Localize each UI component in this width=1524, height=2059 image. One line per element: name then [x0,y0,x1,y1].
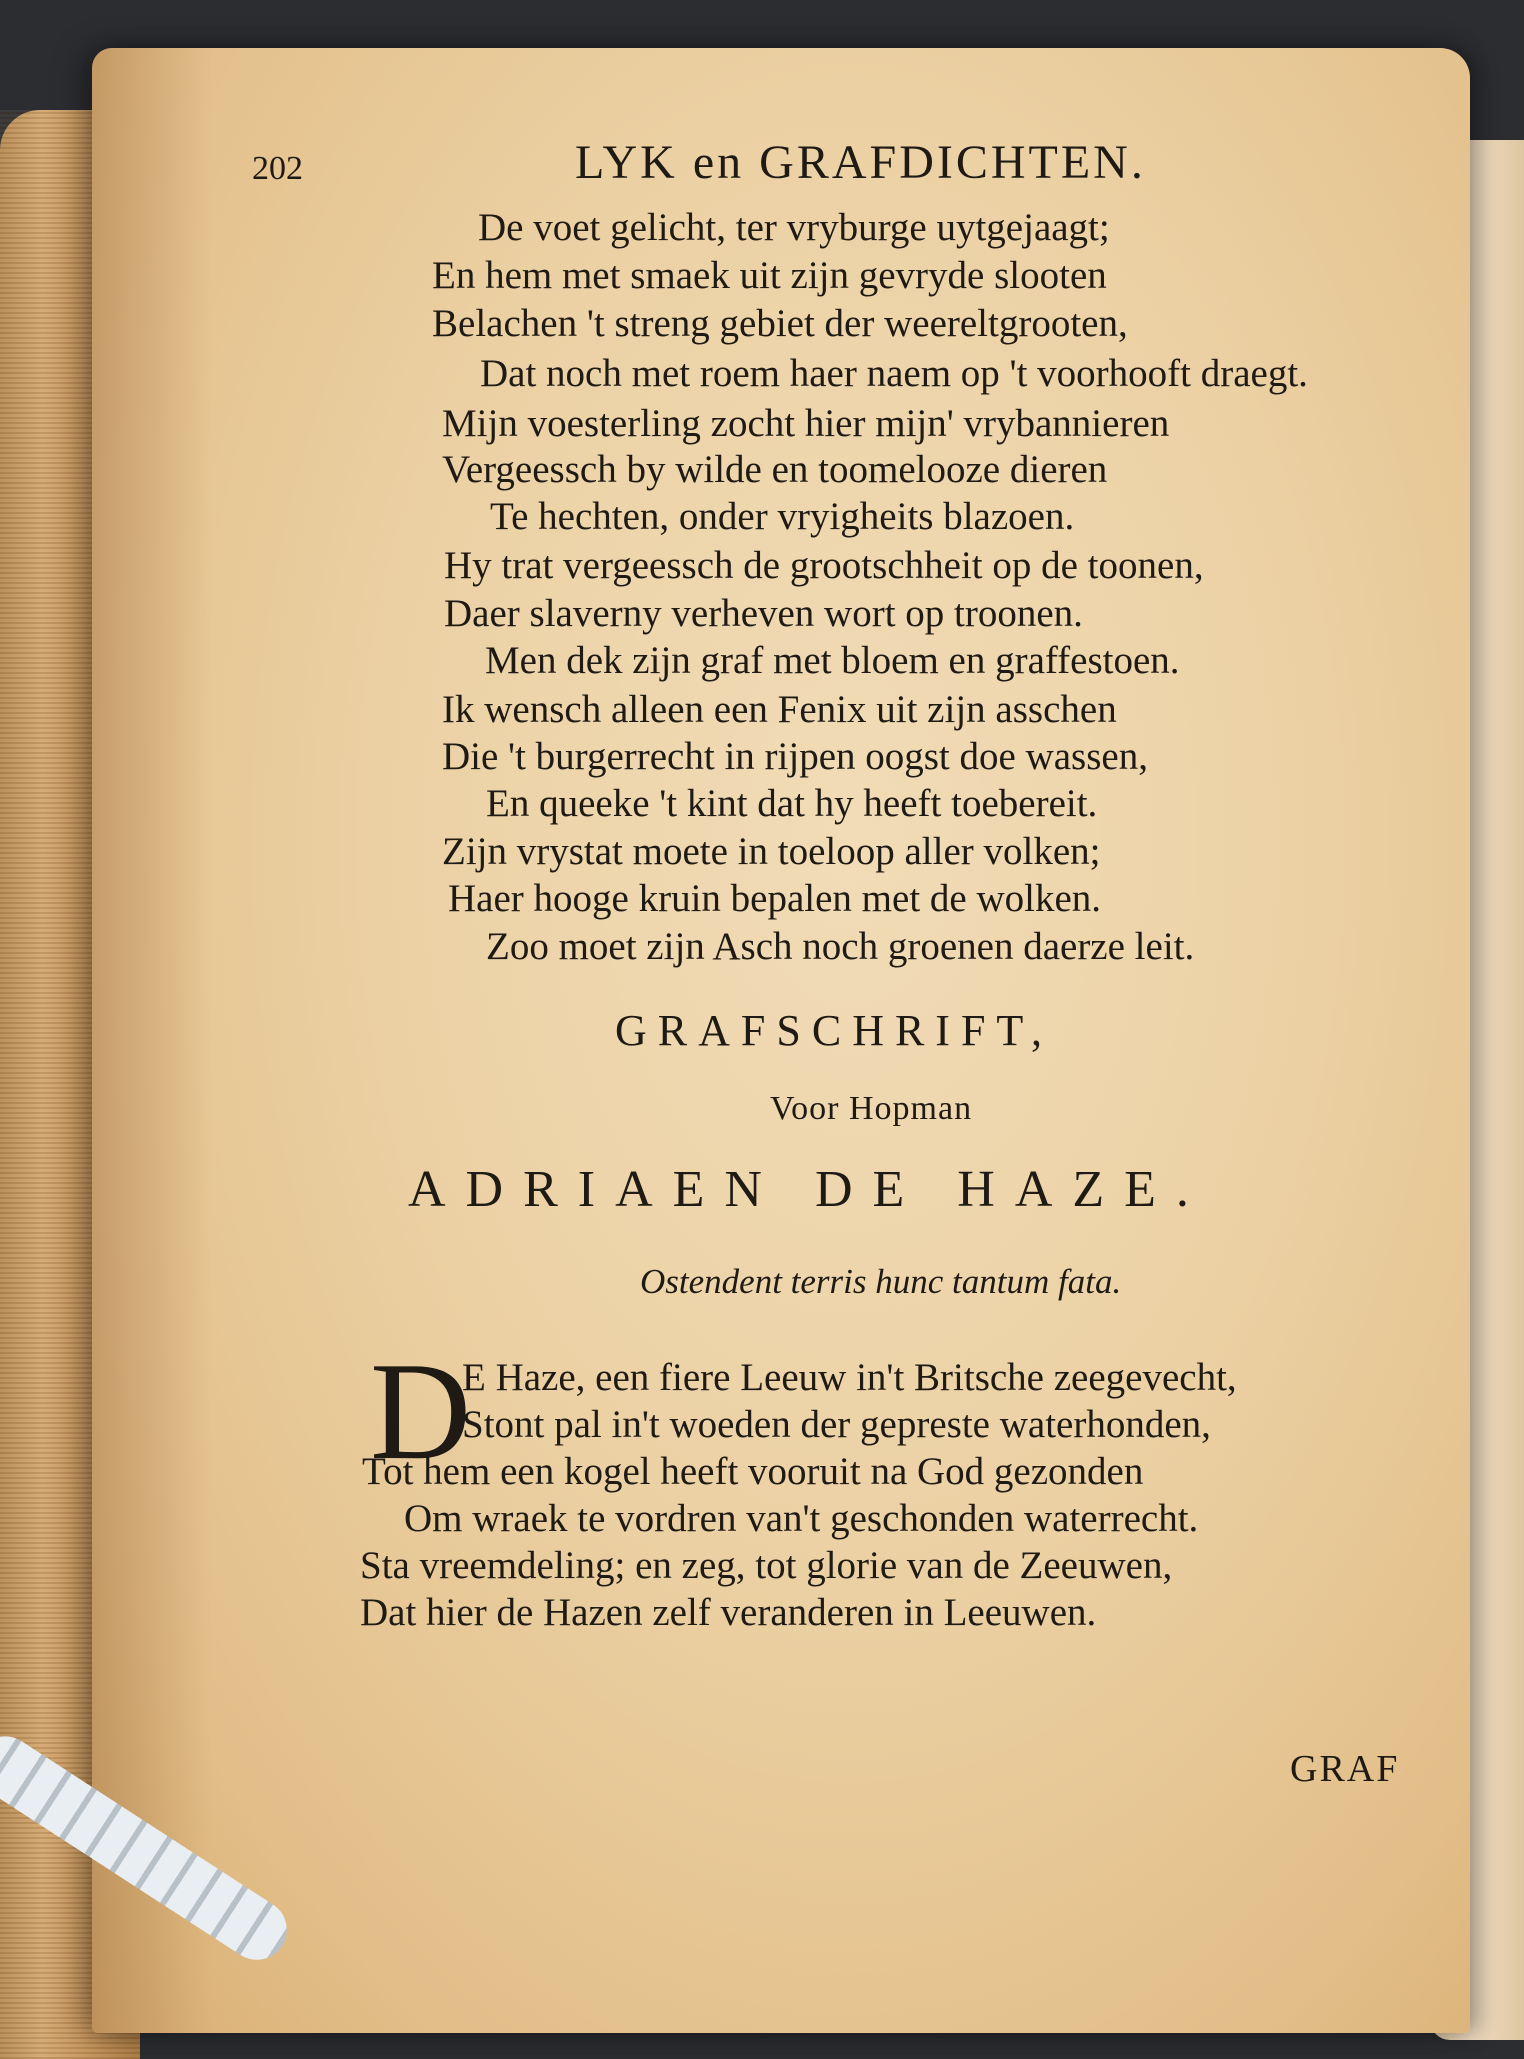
poem-line: Zoo moet zijn Asch noch groenen daerze leit. [486,925,1195,968]
poem-line: En hem met smaek uit zijn gevryde slooten [432,254,1107,297]
poem-line: Ik wensch alleen een Fenix uit zijn asschen [442,688,1117,731]
epitaph-line: Dat hier de Hazen zelf veranderen in Leeuwen. [360,1591,1097,1634]
dedication: Voor Hopman [770,1090,973,1127]
page-number: 202 [252,150,303,187]
poem-line: Te hechten, onder vryigheits blazoen. [490,495,1075,538]
drop-cap: D [370,1334,472,1489]
poem-line: Zijn vrystat moete in toeloop aller volken; [442,830,1101,873]
section-title: GRAFSCHRIFT, [615,1006,1054,1055]
dedicatee-name: ADRIAEN DE HAZE. [408,1161,1209,1218]
epitaph-line: Tot hem een kogel heeft vooruit na God gezonden [362,1450,1144,1493]
running-head: LYK en GRAFDICHTEN. [575,136,1146,189]
epitaph-line: Sta vreemdeling; en zeg, tot glorie van de Zeeuwen, [360,1544,1173,1587]
catchword: GRAF [1290,1748,1400,1790]
latin-motto: Ostendent terris hunc tantum fata. [640,1262,1122,1301]
poem-line: Vergeessch by wilde en toomelooze dieren [442,448,1108,491]
poem-line: Haer hooge kruin bepalen met de wolken. [448,877,1102,920]
poem-line: En queeke 't kint dat hy heeft toebereit. [486,782,1098,825]
poem-line: Dat noch met roem haer naem op 't voorhooft draegt. [480,352,1308,395]
poem-line: De voet gelicht, ter vryburge uytgejaagt; [478,206,1110,249]
epitaph-line: E Haze, een fiere Leeuw in't Britsche zeegevecht, [462,1356,1237,1399]
epitaph-line: Om wraek te vordren van't geschonden waterrecht. [404,1497,1199,1540]
poem-line: Belachen 't streng gebiet der weereltgrooten, [432,302,1128,345]
poem-line: Die 't burgerrecht in rijpen oogst doe wassen, [442,735,1148,778]
poem-line: Mijn voesterling zocht hier mijn' vrybannieren [442,402,1170,445]
epitaph-line: Stont pal in't woeden der gepreste waterhonden, [462,1403,1211,1446]
poem-line: Hy trat vergeessch de grootschheit op de toonen, [444,544,1204,587]
poem-line: Men dek zijn graf met bloem en graffestoen. [485,639,1180,682]
poem-line: Daer slaverny verheven wort op troonen. [444,592,1083,635]
